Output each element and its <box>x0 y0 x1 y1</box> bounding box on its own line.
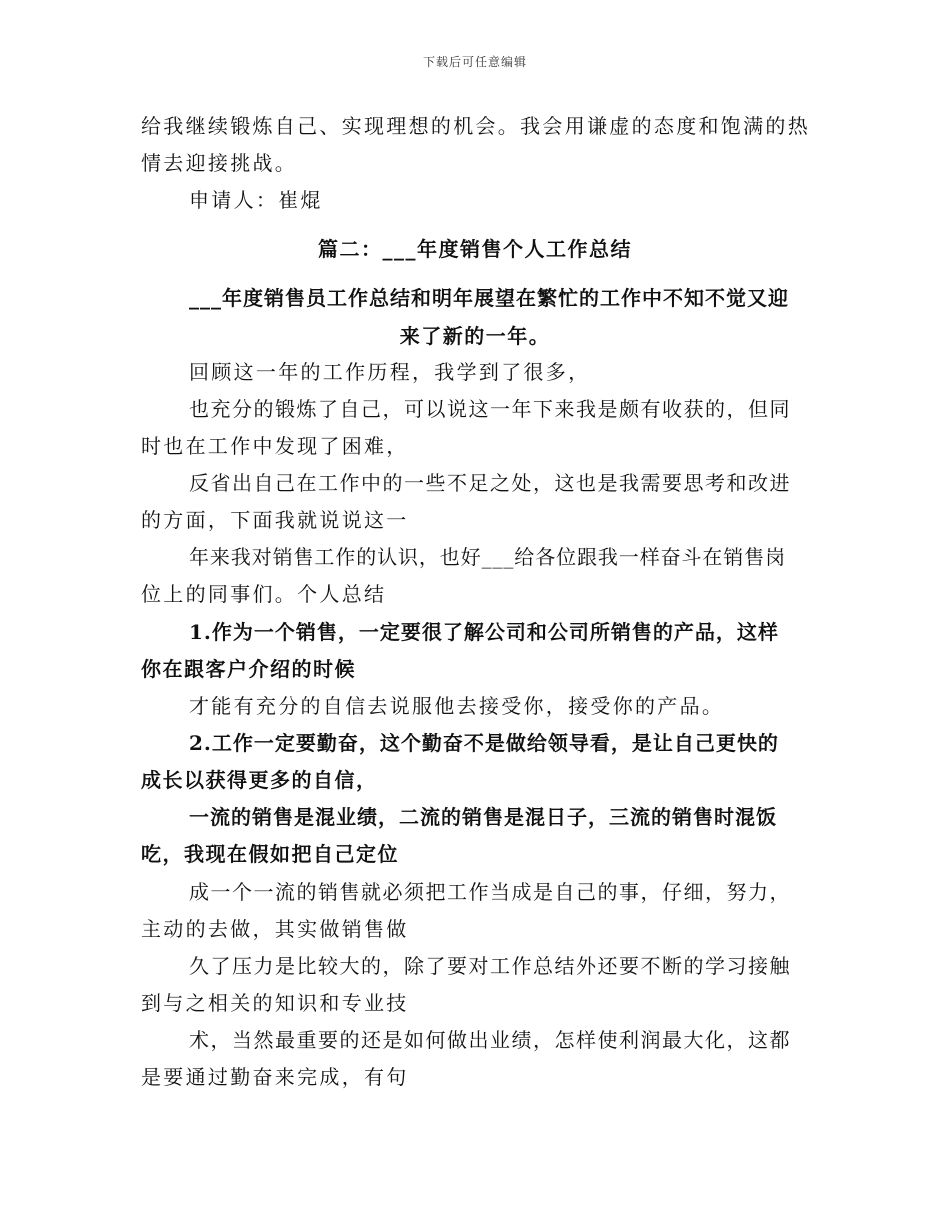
body-line: 是要通过勤奋来完成，有句 <box>141 1065 409 1089</box>
section-title: 篇二：___年度销售个人工作总结 <box>318 237 632 261</box>
bold-point: 2.工作一定要勤奋，这个勤奋不是做给领导看，是让自己更快的 <box>189 731 779 755</box>
bold-point: 1.作为一个销售，一定要很了解公司和公司所销售的产品，这样 <box>189 620 779 644</box>
body-line: 位上的同事们。个人总结 <box>141 582 387 606</box>
body-line: 主动的去做，其实做销售做 <box>141 917 409 941</box>
subtitle-line: 来了新的一年。 <box>399 324 551 348</box>
body-line: 情去迎接挑战。 <box>141 151 298 175</box>
signature-line: 申请人：崔焜 <box>189 188 323 212</box>
body-line: 到与之相关的知识和专业技 <box>141 991 409 1015</box>
body-line: 反省出自己在工作中的一些不足之处，这也是我需要思考和改进 <box>189 471 791 495</box>
body-line: 术，当然最重要的还是如何做出业绩，怎样使利润最大化，这都 <box>189 1028 791 1052</box>
body-line: 才能有充分的自信去说服他去接受你，接受你的产品。 <box>189 694 725 718</box>
bold-point: 成长以获得更多的自信， <box>141 768 378 792</box>
body-line: 成一个一流的销售就必须把工作当成是自己的事，仔细，努力， <box>189 880 791 904</box>
body-line: 回顾这一年的工作历程，我学到了很多， <box>189 360 591 384</box>
body-line: 年来我对销售工作的认识，也好___给各位跟我一样奋斗在销售岗 <box>189 545 786 569</box>
body-line: 的方面，下面我就说说这一 <box>141 508 409 532</box>
body-line: 久了压力是比较大的，除了要对工作总结外还要不断的学习接触 <box>189 954 791 978</box>
body-line: 给我继续锻炼自己、实现理想的机会。我会用谦虚的态度和饱满的热 <box>141 114 810 138</box>
bold-point: 你在跟客户介绍的时候 <box>141 657 356 681</box>
subtitle-line: ___年度销售员工作总结和明年展望在繁忙的工作中不知不觉又迎 <box>189 286 789 310</box>
body-line: 也充分的锻炼了自己，可以说这一年下来我是颇有收获的，但同 <box>189 397 791 421</box>
bold-point: 一流的销售是混业绩，二流的销售是混日子，三流的销售时混饭 <box>189 805 777 829</box>
bold-point: 吃，我现在假如把自己定位 <box>141 842 399 866</box>
body-line: 时也在工作中发现了困难， <box>141 434 409 458</box>
page-header: 下载后可任意编辑 <box>422 55 527 69</box>
